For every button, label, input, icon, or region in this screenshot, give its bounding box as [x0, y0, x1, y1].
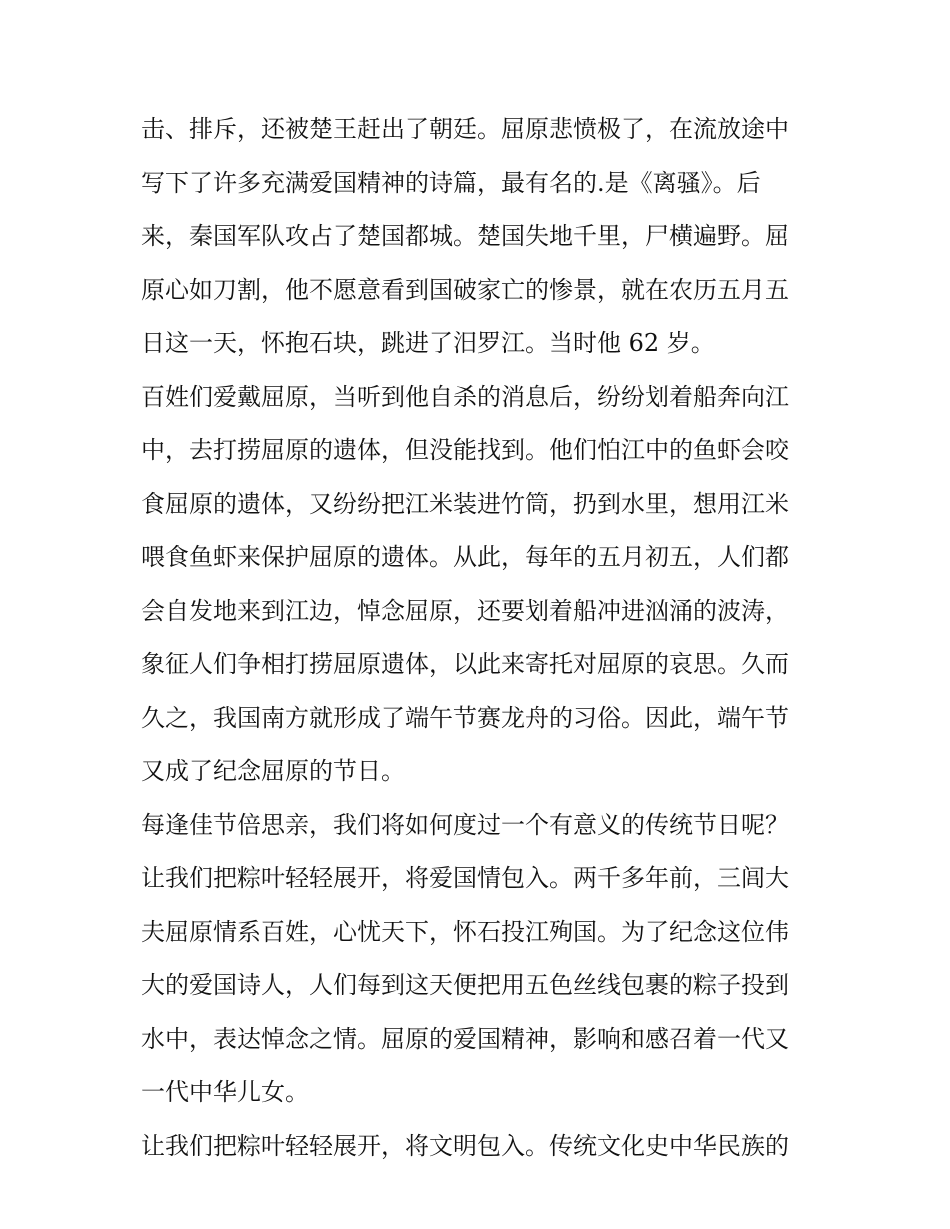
- text-line: 写下了许多充满爱国精神的诗篇，最有名的.是《离骚》。后: [141, 168, 761, 197]
- paragraph-festival-question: [141, 799, 821, 853]
- text-line: 一代中华儿女。: [141, 1078, 309, 1106]
- text-line: 又成了纪念屈原的节日。: [141, 757, 405, 785]
- text-line: 百姓们爱戴屈原，当听到他自杀的消息后，纷纷划着船奔向江: [141, 382, 789, 411]
- document-page: [141, 103, 821, 1173]
- paragraph-civilization: [141, 1120, 821, 1174]
- text-line: 每逢佳节倍思亲，我们将如何度过一个有意义的传统节日呢？: [141, 810, 789, 839]
- paragraph-people-mourn: [141, 371, 821, 799]
- text-line: 让我们把粽叶轻轻展开，将文明包入。传统文化史中华民族的: [141, 1131, 789, 1160]
- text-line: 食屈原的遗体，又纷纷把江米装进竹筒，扔到水里，想用江米: [141, 489, 789, 518]
- paragraph-patriotism: [141, 852, 821, 1120]
- text-line: 久之，我国南方就形成了端午节赛龙舟的习俗。因此，端午节: [141, 703, 789, 732]
- text-line: 原心如刀割，他不愿意看到国破家亡的惨景，就在农历五月五: [141, 275, 789, 304]
- text-line: 会自发地来到江边，悼念屈原，还要划着船冲进汹涌的波涛，: [141, 596, 789, 625]
- text-line: 让我们把粽叶轻轻展开，将爱国情包入。两千多年前，三闾大: [141, 864, 789, 892]
- text-line: 日这一天，怀抱石块，跳进了汨罗江。当时他 62 岁。: [141, 329, 715, 357]
- text-line: 中，去打捞屈原的遗体，但没能找到。他们怕江中的鱼虾会咬: [141, 436, 789, 464]
- paragraph-quyuan-exile: [141, 103, 821, 371]
- text-line: 击、排斥，还被楚王赶出了朝廷。屈原悲愤极了，在流放途中: [141, 115, 789, 143]
- text-line: 象征人们争相打捞屈原遗体，以此来寄托对屈原的哀思。久而: [141, 650, 789, 678]
- text-line: 喂食鱼虾来保护屈原的遗体。从此，每年的五月初五，人们都: [141, 543, 789, 571]
- text-line: 大的爱国诗人，人们每到这天便把用五色丝线包裹的粽子投到: [141, 971, 789, 999]
- text-line: 水中，表达悼念之情。屈原的爱国精神，影响和感召着一代又: [141, 1024, 789, 1053]
- text-line: 来，秦国军队攻占了楚国都城。楚国失地千里，尸横遍野。屈: [141, 222, 789, 250]
- text-line: 夫屈原情系百姓，心忧天下，怀石投江殉国。为了纪念这位伟: [141, 917, 789, 946]
